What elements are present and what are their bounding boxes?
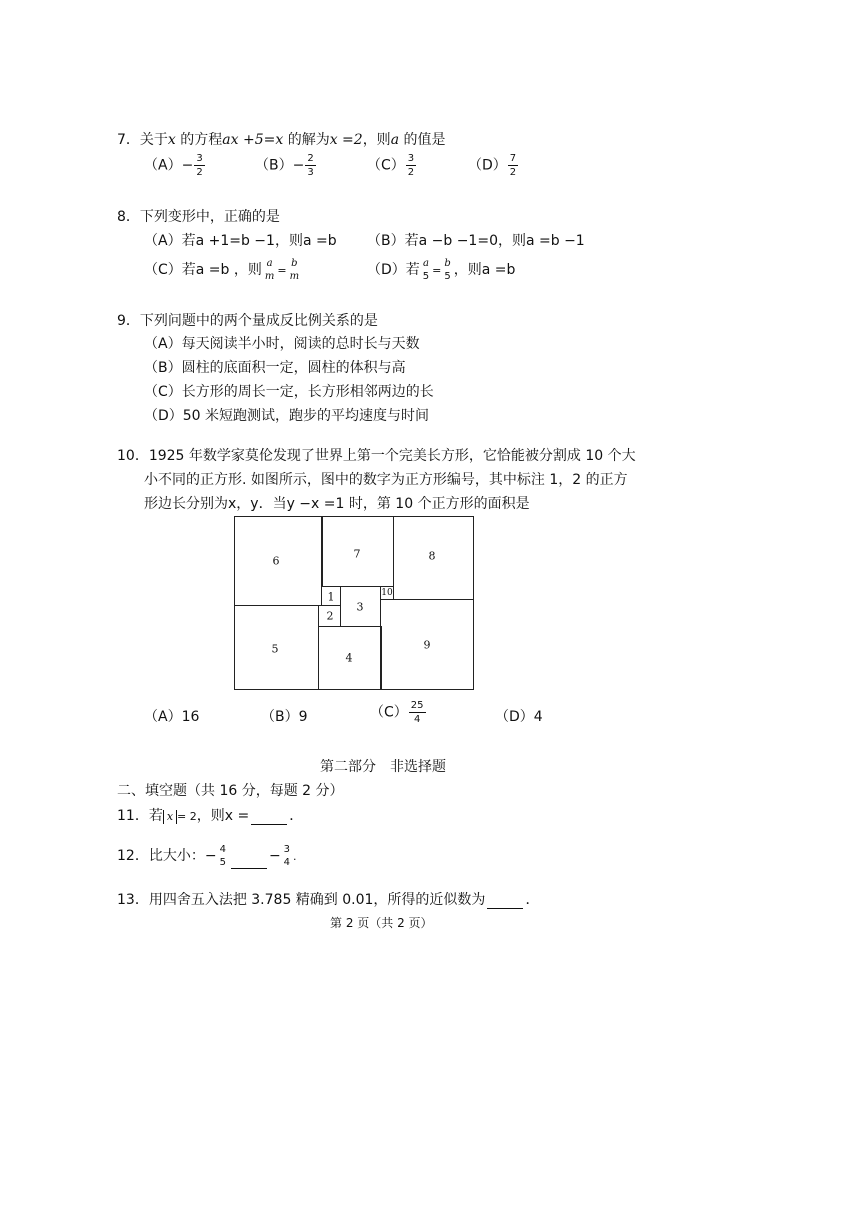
q8-option-a[interactable]: （A）若a +1=b −1，则a =b — [144, 233, 337, 249]
label-7: 7 — [353, 547, 361, 561]
label-2: 2 — [326, 609, 334, 623]
q7-option-c[interactable]: （C） $\frac{3}{2}$ — [367, 153, 415, 178]
label-3: 3 — [356, 600, 364, 614]
q7-option-a[interactable]: （A）− $\frac{3}{2}$ — [144, 153, 203, 178]
answer-blank[interactable] — [251, 810, 287, 825]
absolute-value: x — [163, 810, 177, 824]
q10-option-b[interactable]: （B）9 — [261, 709, 308, 725]
page-footer: 第 2 页（共 2 页） — [330, 916, 433, 930]
fraction: a m — [264, 258, 275, 282]
answer-blank[interactable] — [231, 854, 267, 869]
q7-option-b[interactable]: （B）− $\frac{2}{3}$ — [255, 153, 314, 178]
q12: 12．比大小：− 4 5 − 3 4 . — [117, 844, 297, 868]
q9-option-b[interactable]: （B）圆柱的底面积一定，圆柱的体积与高 — [144, 360, 406, 376]
label-4: 4 — [345, 651, 353, 665]
label-5: 5 — [271, 642, 279, 656]
q10-option-a[interactable]: （A）16 — [144, 709, 200, 725]
fraction: $\frac{3}{2}$ — [407, 153, 415, 178]
label-1: 1 — [327, 590, 335, 604]
q9-stem: 9．下列问题中的两个量成反比例关系的是 — [117, 313, 378, 329]
fraction: 3 4 — [283, 844, 291, 868]
fraction: $\frac{7}{2}$ — [509, 153, 517, 178]
fraction: b m — [289, 258, 300, 282]
q10-stem-line3: 形边长分别为x，y．当y −x =1 时，第 10 个正方形的面积是 — [144, 496, 530, 512]
fraction: b 5 — [444, 258, 451, 282]
q8-stem: 8．下列变形中，正确的是 — [117, 209, 280, 225]
label-6: 6 — [272, 554, 280, 568]
section-heading: 二、填空题（共 16 分，每题 2 分） — [117, 783, 344, 799]
q8-option-b[interactable]: （B）若a −b −1=0，则a =b −1 — [367, 233, 585, 249]
q9-option-c[interactable]: （C）长方形的周长一定，长方形相邻两边的长 — [144, 384, 434, 400]
q10-option-c[interactable]: （C） $\frac{25}{4}$ — [370, 700, 424, 725]
q7-stem: 7．关于x 的方程ax +5=x 的解为x =2，则a 的值是 — [117, 132, 446, 148]
fraction: a 5 — [422, 258, 430, 282]
fraction: $\frac{3}{2}$ — [196, 153, 203, 178]
q10-option-d[interactable]: （D）4 — [495, 709, 543, 725]
q8-option-d[interactable]: （D）若 a 5 = b 5 ，则a =b — [367, 258, 516, 282]
fraction: $\frac{2}{3}$ — [307, 153, 314, 178]
q13: 13．用四舍五入法把 3.785 精确到 0.01，所得的近似数为 ． — [117, 892, 540, 908]
perfect-rectangle-figure — [234, 516, 474, 690]
label-10: 10 — [381, 588, 393, 598]
label-9: 9 — [423, 638, 431, 652]
q11: 11．若 x = 2，则x = ． — [117, 808, 304, 824]
answer-blank[interactable] — [487, 894, 523, 909]
q8-option-c[interactable]: （C）若a =b ，则 a m = b m — [144, 258, 300, 282]
part-two-title: 第二部分 非选择题 — [320, 759, 446, 775]
fraction: $\frac{25}{4}$ — [410, 700, 424, 725]
q10-stem-line1: 10．1925 年数学家莫伦发现了世界上第一个完美长方形，它恰能被分割成 10 个大 — [117, 448, 636, 464]
q9-option-a[interactable]: （A）每天阅读半小时，阅读的总时长与天数 — [144, 336, 420, 352]
q7-option-d[interactable]: （D） $\frac{7}{2}$ — [468, 153, 517, 178]
q10-stem-line2: 小不同的正方形. 如图所示，图中的数字为正方形编号，其中标注 1，2 的正方 — [144, 472, 628, 488]
q7-number: 7． — [117, 132, 140, 148]
q9-option-d[interactable]: （D）50 米短跑测试，跑步的平均速度与时间 — [144, 408, 430, 424]
fraction: 4 5 — [219, 844, 226, 868]
label-8: 8 — [428, 549, 436, 563]
